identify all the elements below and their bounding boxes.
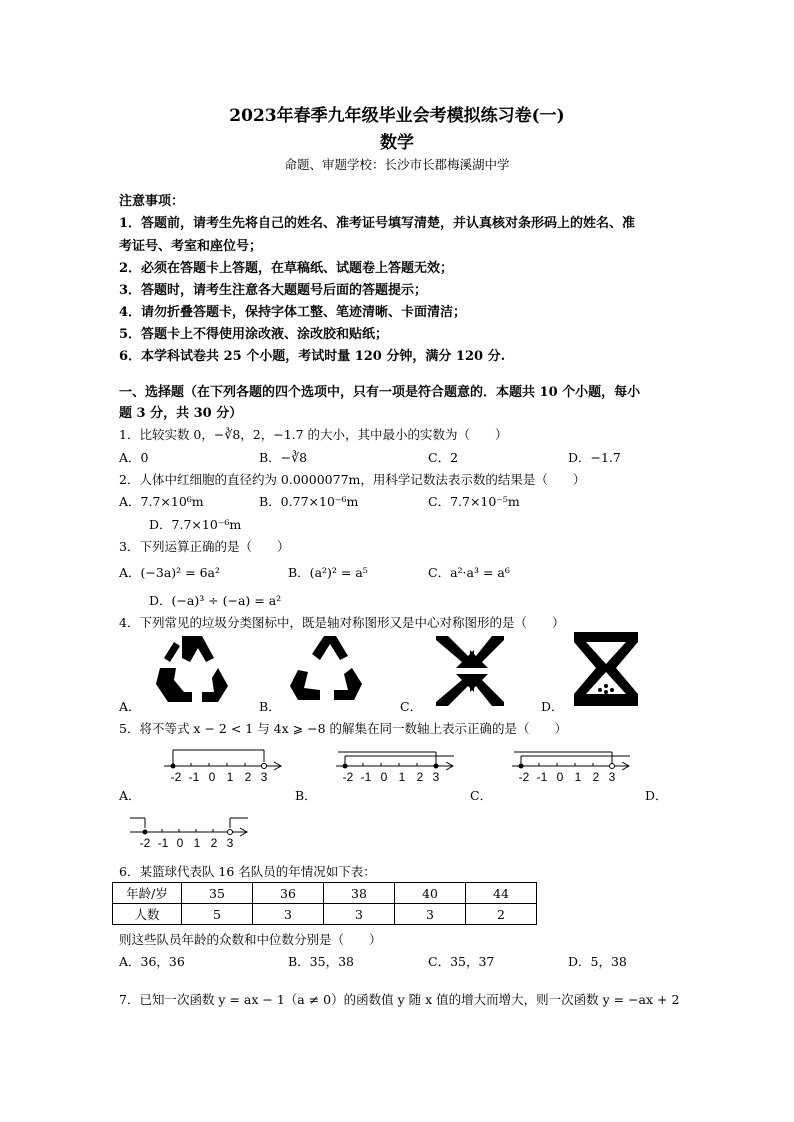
q1-stem: 1．比较实数 0，−∛8，2，−1.7 的大小，其中最小的实数为（ ）	[119, 427, 508, 442]
q3-stem: 3．下列运算正确的是（ ）	[119, 539, 290, 554]
table-row	[113, 883, 537, 904]
tick-label: 2	[416, 770, 424, 784]
tick-label: -1	[360, 770, 372, 784]
number-line-d	[126, 810, 251, 852]
tick-label: 0	[176, 836, 184, 850]
q5-option-c: C．	[470, 788, 493, 803]
q3-option-c: C．a²·a³ = a⁶	[428, 565, 510, 580]
tick-label: -1	[536, 770, 548, 784]
table-cell: 35	[182, 883, 253, 904]
q5-option-b: B．	[295, 788, 317, 803]
recycle-icon-a	[156, 636, 228, 702]
tick-label: 2	[244, 770, 252, 784]
tick-label: 1	[193, 836, 201, 850]
q4-icons	[140, 630, 640, 710]
q5-option-d: D．	[645, 788, 668, 803]
tick-label: 3	[432, 770, 440, 784]
number-line-b	[332, 744, 457, 786]
q2-option-c: C．7.7×10⁻⁵m	[428, 494, 520, 509]
q1-option-b: B．−∛8	[259, 450, 308, 465]
hourglass-icon-d	[574, 632, 638, 706]
q4-option-d: D．	[541, 699, 564, 714]
tick-label: 1	[398, 770, 406, 784]
table-header-cell: 年龄/岁	[113, 883, 182, 904]
table-cell: 40	[395, 883, 466, 904]
subject-title: 数学	[380, 133, 414, 153]
q6-option-c: C．35，37	[428, 954, 495, 969]
tick-label: -2	[170, 770, 182, 784]
table-cell: 36	[253, 883, 324, 904]
tick-label: 0	[208, 770, 216, 784]
notice-item: 4．请勿折叠答题卡，保持字体工整、笔迹清晰、卡面清洁；	[119, 305, 467, 320]
table-cell: 38	[324, 883, 395, 904]
tick-label: 1	[574, 770, 582, 784]
q2-option-a: A．7.7×10⁶m	[119, 494, 204, 509]
tick-label: 2	[210, 836, 218, 850]
number-line-a	[160, 744, 285, 786]
school-line: 命题、审题学校：长沙市长郡梅溪湖中学	[284, 157, 510, 172]
q4-option-c: C．	[400, 699, 423, 714]
notice-item: 6．本学科试卷共 25 个小题，考试时量 120 分钟，满分 120 分.	[119, 349, 506, 364]
section-heading-cont: 题 3 分，共 30 分）	[119, 406, 243, 421]
q4-stem: 4．下列常见的垃圾分类图标中，既是轴对称图形又是中心对称图形的是（ ）	[119, 615, 565, 630]
q4-option-b: B．	[259, 699, 281, 714]
q3-option-d: D．(−a)³ ÷ (−a) = a²	[149, 593, 282, 608]
tick-label: 3	[260, 770, 268, 784]
q6-option-b: B．35，38	[288, 954, 354, 969]
table-cell: 3	[324, 904, 395, 925]
tick-label: -2	[518, 770, 530, 784]
q1-option-c: C．2	[428, 450, 459, 465]
q6-question: 则这些队员年龄的众数和中位数分别是（ ）	[119, 932, 382, 947]
tick-label: -1	[157, 836, 169, 850]
q1-option-a: A．0	[119, 450, 149, 465]
notice-item: 5．答题卡上不得使用涂改液、涂改胶和贴纸；	[119, 327, 389, 342]
arrows-icon-c	[436, 636, 504, 706]
notice-item: 3．答题时，请考生注意各大题题号后面的答题提示；	[119, 283, 428, 298]
table-header-cell: 人数	[113, 904, 182, 925]
tick-label: 0	[556, 770, 564, 784]
q2-stem: 2．人体中红细胞的直径约为 0.0000077m，用科学记数法表示数的结果是（ ）	[119, 472, 586, 487]
q1-option-d: D．−1.7	[568, 450, 621, 465]
table-row	[113, 904, 537, 925]
age-table	[112, 882, 537, 925]
page-title: 2023年春季九年级毕业会考模拟练习卷(一)	[229, 106, 565, 126]
recycle-icon-b	[290, 636, 362, 700]
notice-item: 1．答题前，请考生先将自己的姓名、准考证号填写清楚，并认真核对条形码上的姓名、准	[119, 216, 636, 231]
table-cell: 3	[253, 904, 324, 925]
table-cell: 2	[466, 904, 537, 925]
q5-stem: 5．将不等式 x − 2 < 1 与 4x ⩾ −8 的解集在同一数轴上表示正确的是（ ）	[119, 721, 567, 736]
q6-stem: 6．某篮球代表队 16 名队员的年情况如下表：	[119, 864, 376, 879]
tick-label: 3	[608, 770, 616, 784]
tick-label: 3	[226, 836, 234, 850]
q2-option-d: D．7.7×10⁻⁶m	[149, 517, 242, 532]
q2-option-b: B．0.77×10⁻⁶m	[259, 494, 359, 509]
q6-option-d: D．5，38	[568, 954, 627, 969]
table-cell: 44	[466, 883, 537, 904]
q5-option-a: A．	[119, 788, 141, 803]
tick-label: 1	[226, 770, 234, 784]
notice-item: 考证号、考室和座位号；	[119, 239, 263, 254]
q7-stem: 7．已知一次函数 y = ax − 1（a ≠ 0）的函数值 y 随 x 值的增大而增大，则一次函数 y = −ax + 2	[119, 992, 680, 1007]
tick-label: 2	[592, 770, 600, 784]
notice-heading: 注意事项：	[119, 194, 185, 209]
number-line-c	[508, 744, 633, 786]
section-heading: 一、选择题（在下列各题的四个选项中，只有一项是符合题意的．本题共 10 个小题，每小	[119, 385, 641, 400]
q3-option-b: B．(a²)² = a⁵	[288, 565, 368, 580]
tick-label: -2	[342, 770, 354, 784]
notice-item: 2．必须在答题卡上答题，在草稿纸、试题卷上答题无效；	[119, 261, 454, 276]
tick-label: -2	[139, 836, 151, 850]
q6-option-a: A．36，36	[119, 954, 185, 969]
table-cell: 3	[395, 904, 466, 925]
q4-option-a: A．	[119, 699, 141, 714]
q3-option-a: A．(−3a)² = 6a²	[119, 565, 221, 580]
table-cell: 5	[182, 904, 253, 925]
tick-label: 0	[380, 770, 388, 784]
tick-label: -1	[188, 770, 200, 784]
